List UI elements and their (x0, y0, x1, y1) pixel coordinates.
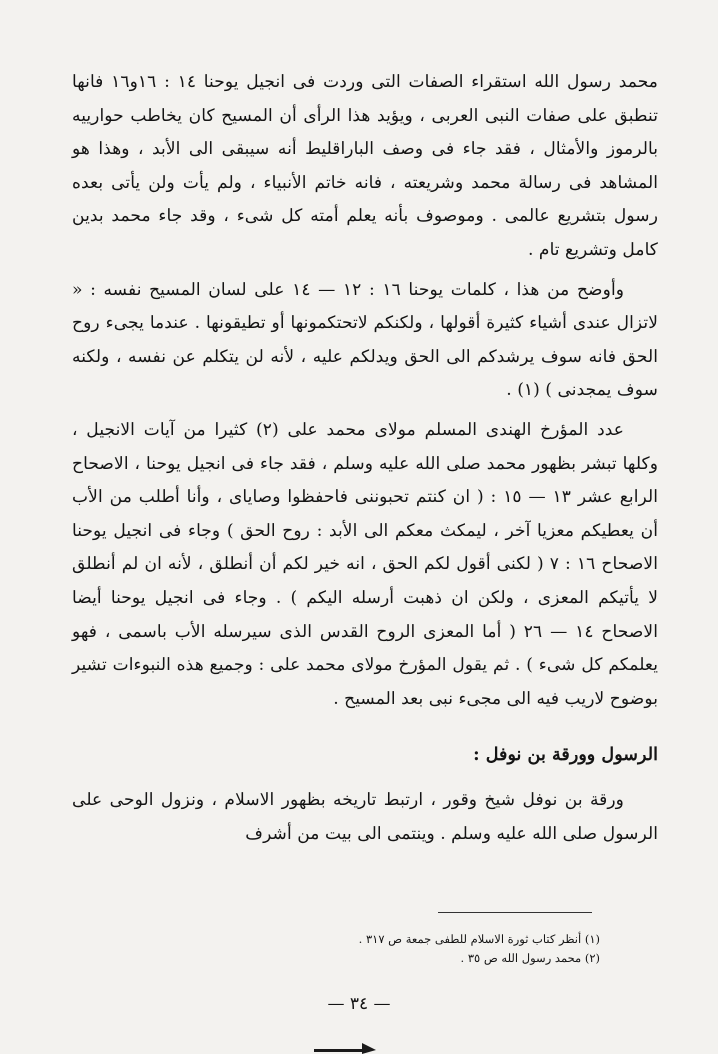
page-number: — ٣٤ — (327, 994, 391, 1014)
footnote-1: (١) أنظر كتاب ثورة الاسلام للطفى جمعة ص ٣١٧ . (358, 932, 600, 946)
main-text (72, 66, 658, 851)
paragraph-3: عدد المؤرخ الهندى المسلم مولاى محمد على (٢) كثيرا من آيات الانجيل ، وكلها تبشر بظهور محمد صلى الله عليه وسلم ، فقد جاء فى انجيل يوحنا ، الاصحاح الرابع عشر ١٣ — ١٥ : ( ان كنتم تحبوننى فاحفظوا وصاياى ، وأنا أطلب من الأب أن يعطيكم معزيا آخر ، ليمكث معكم الى الأبد : روح الحق ) وجاء فى انجيل يوحنا الاصحاح ١٦ : ٧ ( لكنى أقول لكم الحق ، انه خير لكم أن أنطلق ، لأنه ان لم أنطلق لا يأتيكم المعزى ، ولكن ان ذهبت أرسله اليكم ) . وجاء فى انجيل يوحنا أيضا الاصحاح ١٤ — ٢٦ ( أما المعزى الروح القدس الذى سيرسله الأب باسمى ، فهو يعلمكم كل شىء ) . ثم يقول المؤرخ مولاى محمد على : وجميع هذه النبوءات تشير بوضوح لاريب فيه الى مجىء نبى بعد المسيح . (72, 419, 659, 709)
footnotes (250, 930, 600, 968)
paragraph-1: محمد رسول الله استقراء الصفات التى وردت فى انجيل يوحنا ١٤ : ١٦و١٦ فانها تنطبق على صفات النبى العربى ، ويؤيد هذا الرأى أن المسيح كان يخاطب حوارييه بالرموز والأمثال ، فقد جاء فى وصف الباراقليط أنه سيبقى الى الأبد ، وهذا هو المشاهد فى رسالة محمد وشريعته ، فانه خاتم الأنبياء ، ولم يأت ولن يأتى بعده رسول بتشريع عالمى . وموصوف بأنه يعلم أمته كل شىء ، وقد جاء محمد بدين كامل وتشريع تام . (72, 72, 659, 260)
paragraph-2: وأوضح من هذا ، كلمات يوحنا ١٦ : ١٢ — ١٤ على لسان المسيح نفسه : « لاتزال عندى أشياء كثيرة أقولها ، ولكنكم لاتحتكمونها أو تطيقونها . عندما يجىء روح الحق فانه سوف يرشدكم الى الحق ويدلكم عليه ، لأنه لن يتكلم عن نفسه ، ولكنه سوف يمجدنى ) (١) . (72, 279, 658, 401)
arrow-right-icon (312, 1038, 378, 1054)
paragraph-4: ورقة بن نوفل شيخ وقور ، ارتبط تاريخه بظهور الاسلام ، ونزول الوحى على الرسول صلى الله عليه وسلم . وينتمى الى بيت من أشرف (72, 790, 658, 844)
footnote-separator (438, 912, 592, 913)
section-heading: الرسول وورقة بن نوفل : (473, 744, 658, 766)
footnote-2: (٢) محمد رسول الله ص ٣٥ . (460, 951, 600, 965)
